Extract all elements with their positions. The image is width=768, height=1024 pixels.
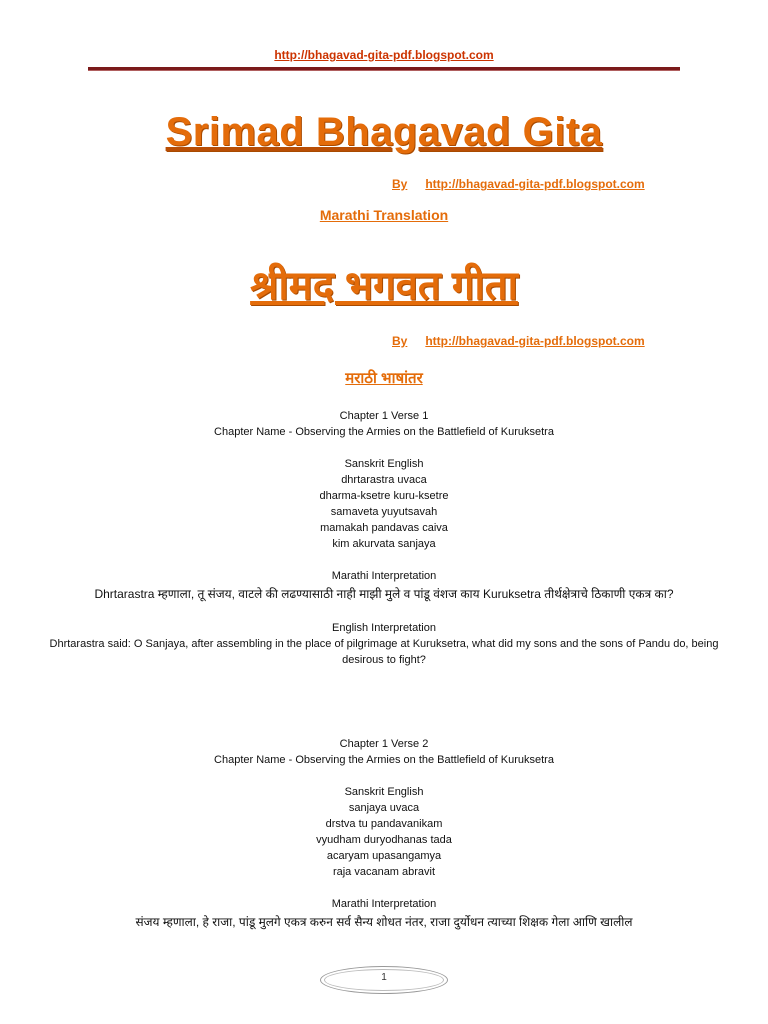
- english-label: English Interpretation: [332, 622, 436, 634]
- page-number-badge: [320, 966, 448, 994]
- byline-link[interactable]: http://bhagavad-gita-pdf.blogspot.com: [425, 334, 645, 348]
- marathi-text: संजय म्हणाला, हे राजा, पांडू मुलगे एकत्र करुन सर्व सैन्य शोधत नंतर, राजा दुर्योधन त्याच्या शिक्षक गेला आणि खालील: [135, 915, 633, 929]
- marathi-label: Marathi Interpretation: [331, 570, 437, 582]
- marathi-label: Marathi Interpretation: [331, 898, 437, 910]
- sanskrit-line: kim akurvata sanjaya: [332, 538, 436, 550]
- sanskrit-line: mamakah pandavas caiva: [320, 522, 448, 534]
- sanskrit-line: acaryam upasangamya: [326, 850, 442, 862]
- header-rule: [88, 67, 680, 71]
- sanskrit-line: dharma-ksetre kuru-ksetre: [319, 490, 449, 502]
- sanskrit-line: samaveta yuyutsavah: [330, 506, 438, 518]
- english-title: Srimad Bhagavad Gita: [165, 110, 603, 154]
- marathi-text: Dhrtarastra म्हणाला, तू संजय, वाटले की लढण्यासाठी नाही माझी मुले व पांडू वंशज काय Kuruksetra तीर्थक्षेत्राचे ठिकाणी एकत्र का?: [94, 587, 674, 601]
- byline-by: By: [392, 177, 408, 191]
- page-number: 1: [381, 972, 387, 983]
- header-link[interactable]: http://bhagavad-gita-pdf.blogspot.com: [274, 48, 494, 62]
- byline-link[interactable]: http://bhagavad-gita-pdf.blogspot.com: [425, 177, 645, 191]
- sanskrit-label: Sanskrit English: [344, 458, 424, 470]
- chapter-name: Chapter Name - Observing the Armies on the Battlefield of Kuruksetra: [214, 754, 554, 766]
- byline-1: [392, 177, 645, 191]
- byline-2: [392, 334, 645, 348]
- english-text: Dhrtarastra said: O Sanjaya, after assembling in the place of pilgrimage at Kuruksetra, what did my sons and the sons of Pandu do, being desirous to fight?: [49, 638, 719, 666]
- sanskrit-line: sanjaya uvaca: [348, 802, 420, 814]
- english-subtitle: Marathi Translation: [319, 207, 449, 223]
- byline-by: By: [392, 334, 408, 348]
- sanskrit-line: vyudham duryodhanas tada: [316, 834, 452, 846]
- verse-heading: Chapter 1 Verse 1: [339, 410, 429, 422]
- verse-block-2: [40, 736, 728, 932]
- sanskrit-label: Sanskrit English: [344, 786, 424, 798]
- sanskrit-line: raja vacanam abravit: [332, 866, 436, 878]
- marathi-subtitle: मराठी भाषांतर: [345, 370, 423, 387]
- sanskrit-line: drstva tu pandavanikam: [325, 818, 443, 830]
- chapter-name: Chapter Name - Observing the Armies on the Battlefield of Kuruksetra: [214, 426, 554, 438]
- sanskrit-line: dhrtarastra uvaca: [341, 474, 427, 486]
- verse-block-1: [40, 408, 728, 668]
- marathi-title: श्रीमद भगवत गीता: [250, 264, 518, 308]
- verse-heading: Chapter 1 Verse 2: [339, 738, 429, 750]
